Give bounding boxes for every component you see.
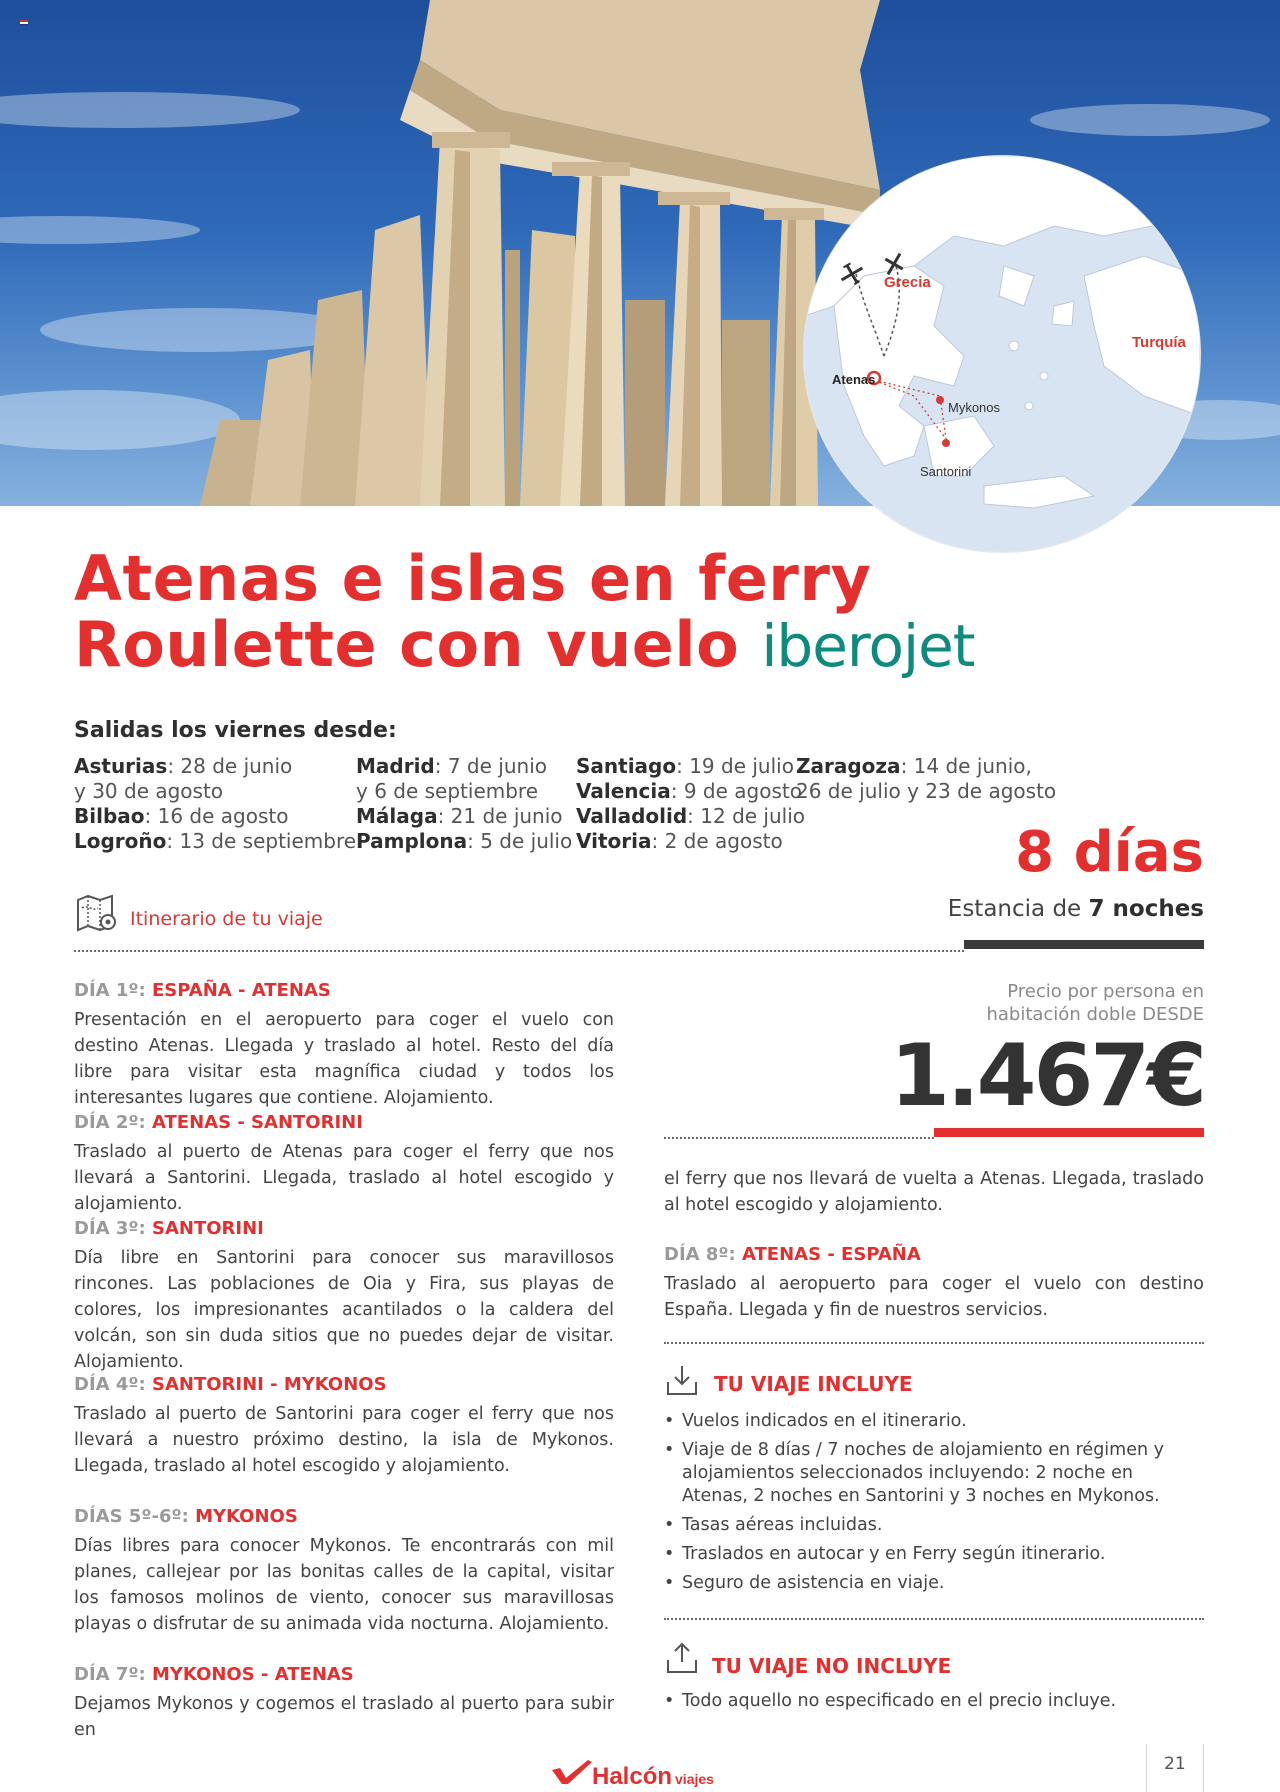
departure-line: y 30 de agosto <box>74 779 224 803</box>
map-pin-icon <box>74 892 120 938</box>
day-4: DÍA 4º: SANTORINI - MYKONOS Traslado al puerto de Santorini para coger el ferry que nos llevará a nuestro próximo destino, la isla de Mykonos. Llegada, traslado al hotel escogido y alojamiento. <box>74 1374 614 1476</box>
list-item: • Viaje de 8 días / 7 noches de alojamiento en régimen y alojamientos seleccionados incluyendo: 2 noche en Atenas, 2 noches en Santorini y 3 noches en Mykonos. <box>664 1439 1204 1508</box>
departures-column-3 <box>576 754 805 854</box>
price-label: Precio por persona en habitación doble DESDE <box>986 981 1204 1025</box>
duration-underline <box>964 940 1204 949</box>
route-map <box>804 156 1200 552</box>
map-label-grecia: Grecia <box>884 274 931 291</box>
departure-line: Logroño: 13 de septiembre <box>74 829 357 853</box>
departure-line: Vitoria: 2 de agosto <box>576 829 783 853</box>
days-5-6: DÍAS 5º-6º: MYKONOS Días libres para conocer Mykonos. Te encontrarás con mil planes, callejear por las bonitas calles de la capital, visitar los famosos molinos de viento, conocer sus maravillosas playas o disfrutar de su animada vida nocturna. Alojamiento. <box>74 1506 614 1634</box>
divider <box>664 1342 1204 1344</box>
map-label-atenas: Atenas <box>832 372 876 387</box>
itinerary-label: Itinerario de tu viaje <box>130 908 323 930</box>
day-3: DÍA 3º: SANTORINI Día libre en Santorini para conocer sus maravillosos rincones. Las poblaciones de Oia y Fira, sus playas de colores, los impresionantes acantilados o la caldera del volcán, son sin duda sitios que no puedes dejar de visitar. Alojamiento. <box>74 1218 614 1372</box>
page-title <box>74 542 975 681</box>
includes-list <box>664 1410 1204 1601</box>
map-label-santorini: Santorini <box>920 464 972 479</box>
price-amount: 1.467€ <box>890 1026 1204 1126</box>
departure-line: Valladolid: 12 de julio <box>576 804 806 828</box>
map-label-mykonos: Mykonos <box>948 400 1001 415</box>
day-2: DÍA 2º: ATENAS - SANTORINI Traslado al puerto de Atenas para coger el ferry que nos llevará a Santorini. Llegada, traslado al hotel escogido y alojamiento. <box>74 1112 614 1214</box>
departure-line: y 6 de septiembre <box>356 779 539 803</box>
halcon-bird-icon <box>552 1758 592 1784</box>
list-item: • Vuelos indicados en el itinerario. <box>664 1410 1204 1433</box>
not-includes-title: TU VIAJE NO INCLUYE <box>712 1654 952 1678</box>
list-item: • Seguro de asistencia en viaje. <box>664 1572 1204 1595</box>
departure-line: Madrid: 7 de junio <box>356 754 547 778</box>
departure-line: Bilbao: 16 de agosto <box>74 804 289 828</box>
title-line-2: Roulette con vuelo <box>74 608 740 681</box>
departure-line: Zaragoza: 14 de junio, <box>796 754 1032 778</box>
not-includes-list <box>664 1690 1204 1719</box>
day-8: DÍA 8º: ATENAS - ESPAÑA Traslado al aeropuerto para coger el vuelo con destino España. Llegada y fin de nuestros servicios. <box>664 1244 1204 1320</box>
departure-line: 26 de julio y 23 de agosto <box>796 779 1057 803</box>
map-label-turquia: Turquía <box>1132 334 1186 351</box>
list-item: • Todo aquello no especificado en el precio incluye. <box>664 1690 1204 1713</box>
departures-column-1 <box>74 754 356 854</box>
divider <box>664 1618 1204 1620</box>
departures-heading: Salidas los viernes desde: <box>74 718 397 743</box>
iberojet-logo: iberojet <box>761 612 975 680</box>
upload-icon <box>664 1640 700 1676</box>
departures-column-4 <box>796 754 1056 804</box>
includes-title: TU VIAJE INCLUYE <box>714 1372 913 1396</box>
duration-days: 8 días <box>1015 820 1204 885</box>
day-7: DÍA 7º: MYKONOS - ATENAS Dejamos Mykonos y cogemos el traslado al puerto para subir en <box>74 1664 614 1740</box>
departures-column-2 <box>356 754 572 854</box>
download-icon <box>664 1362 700 1398</box>
divider <box>74 950 964 952</box>
greece-map-illustration <box>804 156 1200 552</box>
title-line-1: Atenas e islas en ferry <box>74 542 872 615</box>
departure-line: Asturias: 28 de junio <box>74 754 293 778</box>
departure-line: Málaga: 21 de junio <box>356 804 563 828</box>
list-item: • Traslados en autocar y en Ferry según itinerario. <box>664 1543 1204 1566</box>
list-item: • Tasas aéreas incluidas. <box>664 1514 1204 1537</box>
departure-line: Pamplona: 5 de julio <box>356 829 573 853</box>
flag-icon <box>20 20 28 26</box>
price-underline <box>934 1128 1204 1137</box>
duration-stay: Estancia de 7 noches <box>947 896 1204 922</box>
halcon-viajes-logo: Halcón viajes <box>552 1758 714 1791</box>
day-7-continued: el ferry que nos llevará de vuelta a Atenas. Llegada, traslado al hotel escogido y alojamiento. <box>664 1169 1204 1215</box>
day-1: DÍA 1º: ESPAÑA - ATENAS Presentación en el aeropuerto para coger el vuelo con destino Atenas. Llegada y traslado al hotel. Resto del día libre para visitar esta magnífica ciudad y todos los interesantes lugares que contiene. Alojamiento. <box>74 980 614 1108</box>
divider <box>664 1137 934 1139</box>
page-number: 21 <box>1164 1754 1186 1774</box>
departure-line: Santiago: 19 de julio <box>576 754 794 778</box>
departure-line: Valencia: 9 de agosto <box>576 779 802 803</box>
